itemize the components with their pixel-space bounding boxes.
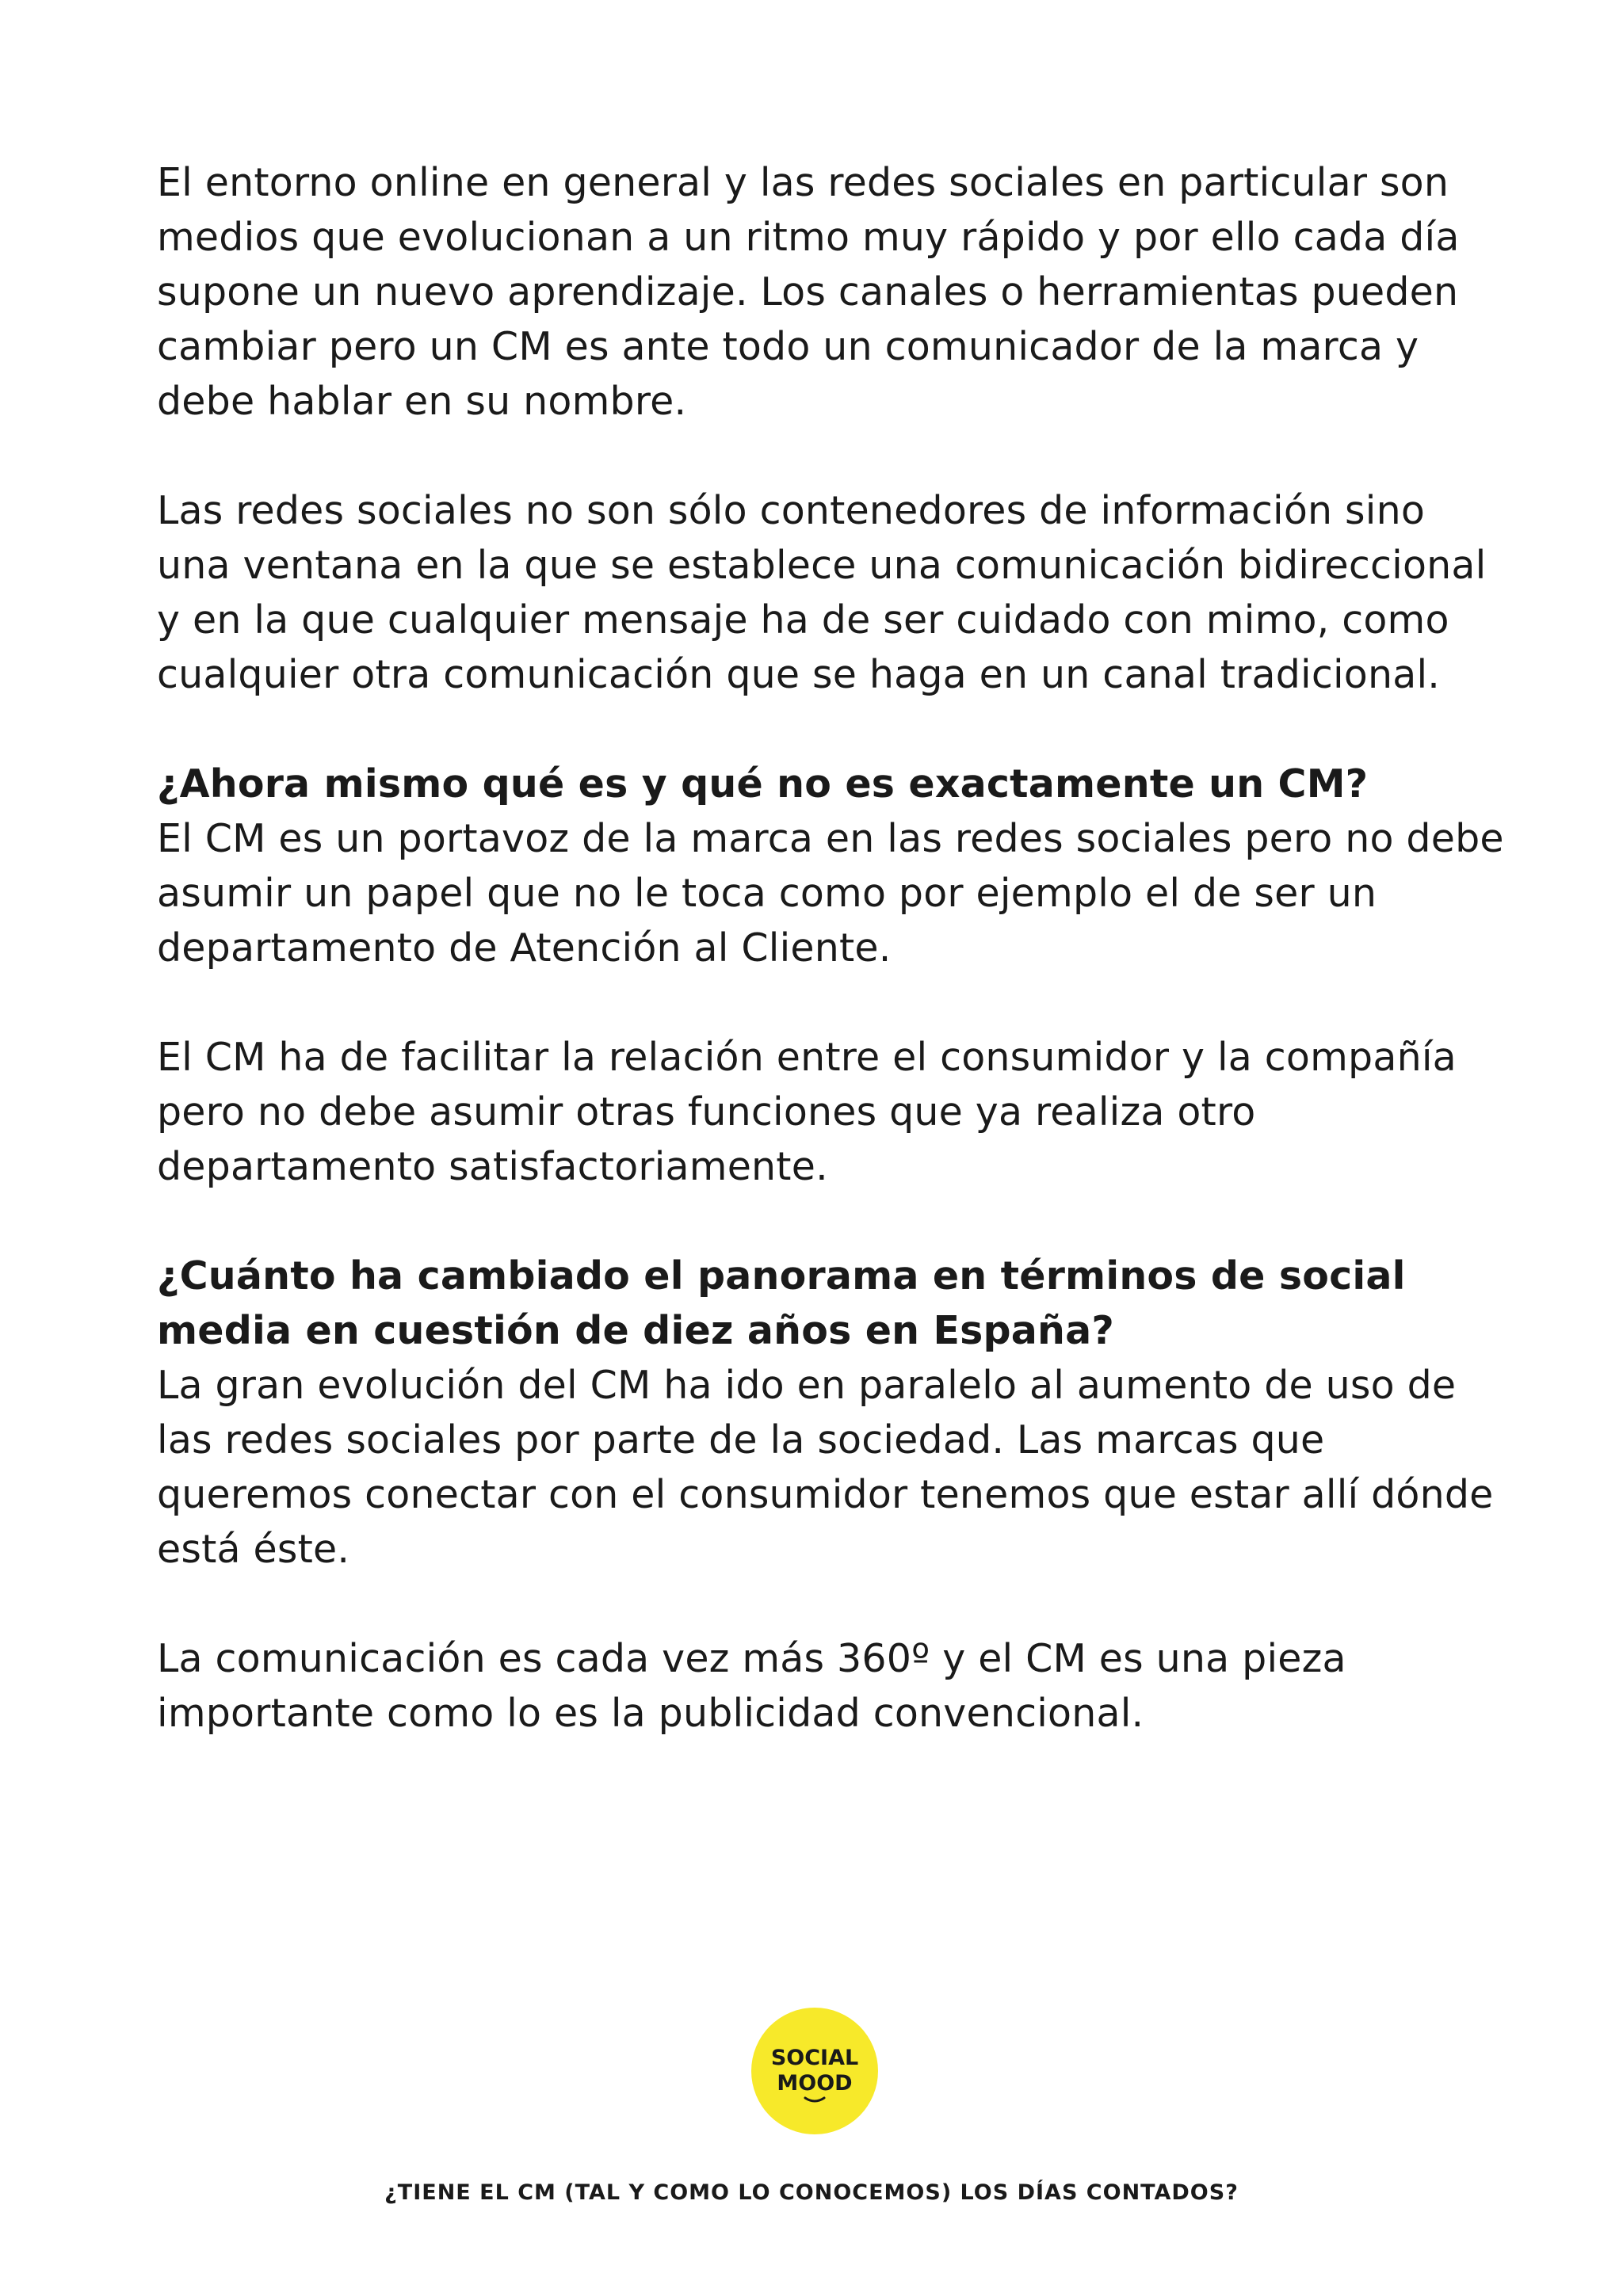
logo-text-mood: MOOD bbox=[777, 2071, 853, 2096]
answer-paragraph-2: La gran evolución del CM ha ido en paralelo al aumento de uso de las redes sociales por parte de la sociedad. Las marcas que queremos conectar con el consumidor tenemos que estar allí dónde está éste. bbox=[157, 1363, 1494, 1572]
social-mood-logo bbox=[750, 2006, 880, 2136]
paragraph-relation: El CM ha de facilitar la relación entre el consumidor y la compañía pero no debe asumir otras funciones que ya realiza otro departamento satisfactoriamente. bbox=[157, 1035, 1457, 1189]
footer-title: ¿TIENE EL CM (TAL Y COMO LO CONOCEMOS) LOS DÍAS CONTADOS? bbox=[384, 2180, 1239, 2205]
article-body bbox=[157, 155, 1504, 1741]
question-heading-1: ¿Ahora mismo qué es y qué no es exactamente un CM? bbox=[157, 761, 1369, 807]
question-heading-2: ¿Cuánto ha cambiado el panorama en términos de social media en cuestión de diez años en España? bbox=[157, 1253, 1406, 1353]
logo-text-social: SOCIAL bbox=[770, 2046, 859, 2070]
paragraph-networks: Las redes sociales no son sólo contenedores de información sino una ventana en la que se establece una comunicación bidireccional y en la que cualquier mensaje ha de ser cuidado con mimo, como cualquier otra comunicación que se haga en un canal tradicional. bbox=[157, 488, 1487, 697]
paragraph-communication: La comunicación es cada vez más 360º y el CM es una pieza importante como lo es la publicidad convencional. bbox=[157, 1636, 1346, 1736]
answer-paragraph-1: El CM es un portavoz de la marca en las redes sociales pero no debe asumir un papel que no le toca como por ejemplo el de ser un departamento de Atención al Cliente. bbox=[157, 816, 1504, 971]
paragraph-intro: El entorno online en general y las redes sociales en particular son medios que evolucionan a un ritmo muy rápido y por ello cada día supone un nuevo aprendizaje. Los canales o herramientas pueden cambiar pero un CM es ante todo un comunicador de la marca y debe hablar en su nombre. bbox=[157, 160, 1460, 424]
